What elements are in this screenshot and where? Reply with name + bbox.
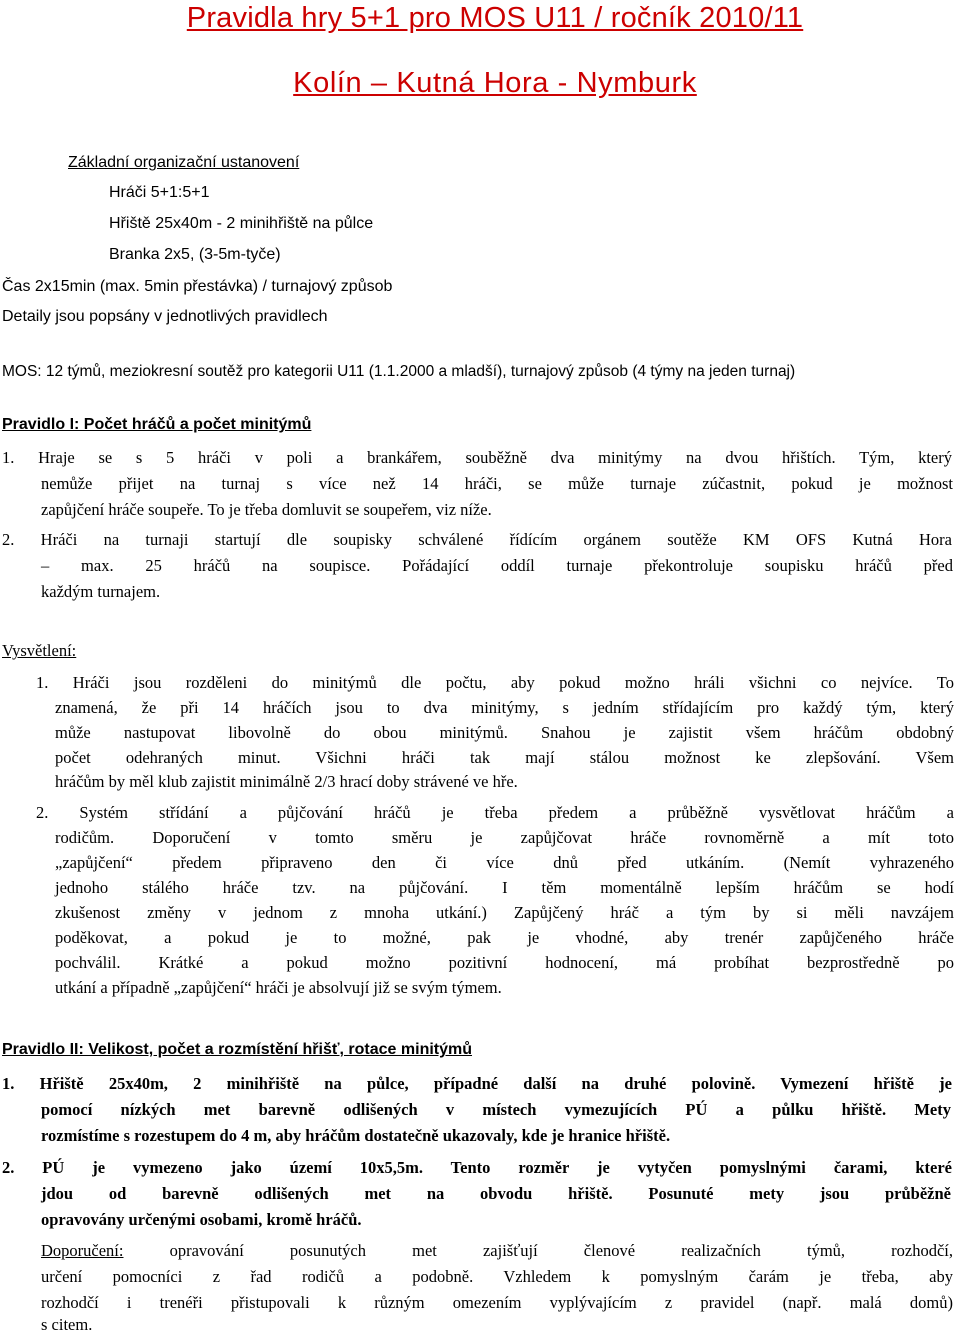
recommendation-line: s citem. [41,1315,93,1334]
time-line: Čas 2x15min (max. 5min přestávka) / turnajový způsob [2,278,393,295]
explanation-2-line: utkání a případně „zapůjčení“ hráči je absolvují již se svým týmem. [55,978,502,997]
explanation-1-line: 1. Hráči jsou rozděleni do minitýmů dle počtu, aby pokud možno hráli všichni co nejvíce. To [36,673,954,692]
goal-line: Branka 2x5, (3-5m-tyče) [109,246,281,263]
explanation-2-line: 2. Systém střídání a půjčování hráčů je třeba předem a průběžně vysvětlovat hráčům a [36,803,954,822]
document-title: Pravidla hry 5+1 pro MOS U11 / ročník 2010/11 [186,2,804,34]
explanation-2-line: „zapůjčení“ předem připraveno den či více dnů před utkáním. (Nemít vyhrazeného [55,853,954,872]
rule1-p1-line: nemůže přijet na turnaj s více než 14 hráči, se může turnaje zúčastnit, pokud je možnost [41,474,953,493]
rule1-p1-line: zapůjčení hráče soupeře. To je třeba domluvit se soupeřem, viz níže. [41,500,492,519]
rule1-p2-line: každým turnajem. [41,582,161,601]
explanation-2-line: poděkovat, a pokud je to možné, pak je vhodné, aby trenér zapůjčeného hráče [55,928,954,947]
rule1-p2-line: 2. Hráči na turnaji startují dle soupisky schválené řídícím orgánem soutěže KM OFS Kutná Hora [2,530,952,549]
recommendation-line: určení pomocníci z řad rodičů a podobně. Vzhledem k pomyslným čarám je třeba, aby [41,1267,953,1286]
rule2-p2-line: jdou od barevně odlišených met na obvodu hřiště. Posunuté mety jsou průběžně [41,1184,951,1203]
explanation-2-line: rodičům. Doporučení v tomto směru je zapůjčovat hráče rovnoměrně a mít toto [55,828,954,847]
rule2-p1-line: rozmístíme s rozestupem do 4 m, aby hráčům dostatečně ukazovaly, kde je hranice hřiště. [41,1126,671,1145]
recommendation-line: rozhodčí i trenéři přistupovali k různým omezením vyplývajícím z pravidel (např. malá domů) [41,1293,953,1312]
explanation-1-line: znamená, že při 14 hráčích jsou to dva minitýmy, s jedním střídajícím pro každý tým, který [55,698,954,717]
rule2-p1-line: pomocí nízkých met barevně odlišených v místech vymezujících PÚ a půlku hřiště. Mety [41,1100,951,1119]
details-line: Detaily jsou popsány v jednotlivých pravidlech [2,308,328,325]
rule2-p2-line: 2. PÚ je vymezeno jako území 10x5,5m. Tento rozměr je vytyčen pomyslnými čarami, které [2,1158,952,1177]
explanation-1-line: počet odehraných minut. Všichni hráči tak mají stálou možnost ke zlepšování. Všem [55,748,954,767]
recommendation-line [41,1241,953,1261]
rule1-heading: Pravidlo I: Počet hráčů a počet minitýmů [2,416,312,433]
recommendation-label: Doporučení: [41,1241,124,1260]
recommendation-text: opravování posunutých met zajišťují členové realizačních týmů, rozhodčí, [123,1241,953,1260]
rule2-p2-line: opravovány určenými osobami, kromě hráčů. [41,1210,362,1229]
players-line: Hráči 5+1:5+1 [109,184,210,201]
rule2-p1-line: 1. Hřiště 25x40m, 2 minihřiště na půlce, případné další na druhé polovině. Vymezení hřiště je [2,1074,952,1093]
explanation-1-line: může nastupovat libovolně do obou minitýmů. Snahou je zajistit všem hráčům obdobný [55,723,954,742]
explanation-1-line: hráčům by měl klub zajistit minimálně 2/3 hrací doby strávené ve hře. [55,772,518,791]
rule1-p2-line: – max. 25 hráčů na soupisce. Pořádající oddíl turnaje překontroluje soupisku hráčů před [41,556,953,575]
explanation-2-line: pochválil. Krátké a pokud možno pozitivní hodnocení, má probíhat bezprostředně po [55,953,954,972]
explanation-2-line: zkušenost změny v jednom z mnoha utkání.) Zapůjčený hráč a tým by si měli navzájem [55,903,954,922]
rule2-heading: Pravidlo II: Velikost, počet a rozmístění hřišť, rotace minitýmů [2,1041,473,1058]
basic-heading: Základní organizační ustanovení [68,154,300,171]
pitch-line: Hřiště 25x40m - 2 minihřiště na půlce [109,215,374,232]
explanation-heading: Vysvětlení: [2,641,77,660]
explanation-2-line: jednoho stálého hráče tzv. na půjčování. I těm momentálně lepším hráčům se hodí [55,878,954,897]
rule1-p1-line: 1. Hraje se s 5 hráči v poli a brankářem, souběžně dva minitýmy na dvou hřištích. Tým, který [2,448,952,467]
document-subtitle: Kolín – Kutná Hora - Nymburk [293,67,697,99]
mos-line: MOS: 12 týmů, meziokresní soutěž pro kategorii U11 (1.1.2000 a mladší), turnajový způsob (4 týmy na jeden turnaj) [2,363,796,380]
